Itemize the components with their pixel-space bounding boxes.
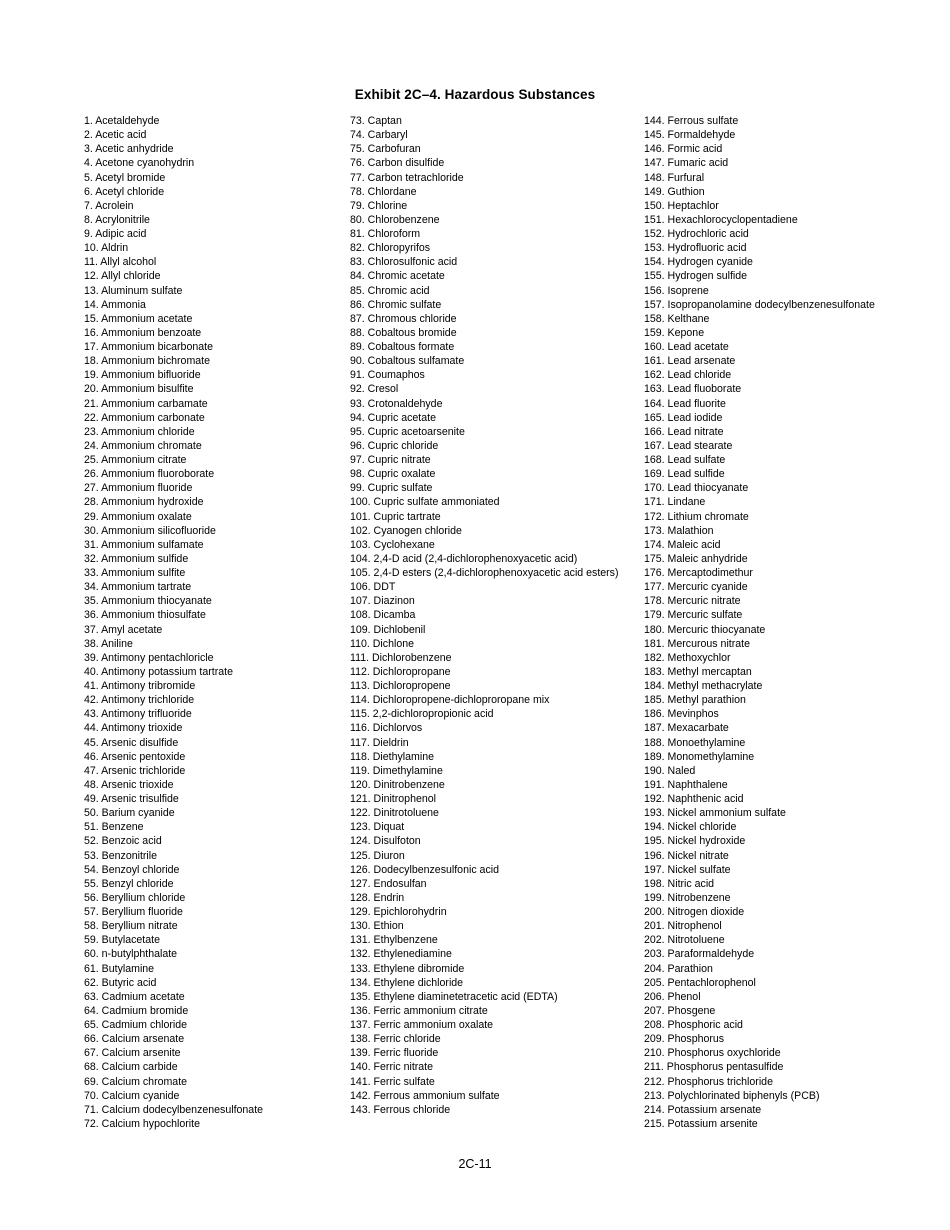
list-item: 63. Cadmium acetate: [84, 990, 185, 1003]
list-item: 188. Monoethylamine: [644, 736, 746, 749]
list-item: 43. Antimony trifluoride: [84, 708, 192, 721]
page-number: 2C-11: [458, 1157, 492, 1171]
list-item: 143. Ferrous chloride: [350, 1103, 451, 1116]
list-item: 67. Calcium arsenite: [84, 1047, 181, 1060]
list-item: 34. Ammonium tartrate: [84, 581, 192, 594]
list-item: 94. Cupric acetate: [350, 411, 436, 424]
list-item: 185. Methyl parathion: [644, 694, 746, 707]
list-item: 203. Paraformaldehyde: [644, 948, 755, 961]
list-item: 54. Benzoyl chloride: [84, 863, 180, 876]
list-item: 136. Ferric ammonium citrate: [350, 1004, 488, 1017]
list-item: 58. Beryllium nitrate: [84, 920, 178, 933]
list-item: 73. Captan: [350, 115, 402, 127]
list-item: 97. Cupric nitrate: [350, 454, 431, 466]
list-item: 133. Ethylene dibromide: [350, 962, 465, 975]
list-item: 57. Beryllium fluoride: [84, 906, 183, 918]
list-item: 46. Arsenic pentoxide: [84, 750, 186, 763]
list-item: 174. Maleic acid: [644, 538, 721, 551]
list-item: 9. Adipic acid: [84, 228, 147, 240]
list-item: 200. Nitrogen dioxide: [644, 906, 745, 918]
list-item: 75. Carbofuran: [350, 143, 421, 156]
list-item: 66. Calcium arsenate: [84, 1033, 185, 1046]
list-item: 146. Formic acid: [644, 143, 723, 156]
list-item: 111. Dichlorobenzene: [350, 651, 452, 664]
list-item: 29. Ammonium oxalate: [84, 510, 192, 523]
list-item: 192. Naphthenic acid: [644, 793, 744, 805]
list-item: 193. Nickel ammonium sulfate: [644, 807, 786, 820]
list-item: 149. Guthion: [644, 185, 705, 198]
list-item: 131. Ethylbenzene: [350, 934, 438, 947]
list-item: 123. Diquat: [350, 821, 405, 834]
list-item: 92. Cresol: [350, 383, 399, 396]
list-item: 124. Disulfoton: [350, 835, 421, 848]
list-item: 159. Kepone: [644, 326, 705, 339]
list-item: 11. Allyl alcohol: [84, 256, 157, 269]
list-item: 86. Chromic sulfate: [350, 298, 442, 311]
list-item: 108. Dicamba: [350, 609, 416, 622]
list-item: 148. Furfural: [644, 171, 705, 184]
list-item: 105. 2,4-D esters (2,4-dichlorophenoxyacetic acid esters): [350, 567, 619, 579]
list-item: 81. Chloroform: [350, 228, 421, 240]
list-item: 204. Parathion: [644, 962, 713, 975]
list-item: 100. Cupric sulfate ammoniated: [350, 496, 500, 509]
list-item: 157. Isopropanolamine dodecylbenzenesulfonate: [644, 298, 875, 311]
list-item: 114. Dichloropropene-dichloproropane mix: [350, 694, 550, 707]
list-item: 190. Naled: [644, 764, 696, 777]
list-item: 3. Acetic anhydride: [84, 143, 174, 156]
list-item: 2. Acetic acid: [84, 129, 147, 142]
list-item: 26. Ammonium fluoroborate: [84, 468, 215, 481]
list-item: 31. Ammonium sulfamate: [84, 538, 204, 551]
list-item: 84. Chromic acetate: [350, 270, 445, 283]
list-item: 74. Carbaryl: [350, 129, 408, 142]
list-item: 95. Cupric acetoarsenite: [350, 425, 465, 438]
list-item: 20. Ammonium bisulfite: [84, 383, 194, 396]
list-item: 125. Diuron: [350, 849, 405, 862]
list-item: 158. Kelthane: [644, 312, 710, 325]
list-item: 5. Acetyl bromide: [84, 171, 166, 184]
list-item: 27. Ammonium fluoride: [84, 482, 193, 495]
list-item: 62. Butyric acid: [84, 976, 157, 989]
list-item: 48. Arsenic trioxide: [84, 778, 174, 791]
list-item: 24. Ammonium chromate: [84, 439, 202, 452]
list-item: 140. Ferric nitrate: [350, 1061, 434, 1074]
list-item: 150. Heptachlor: [644, 199, 719, 212]
list-item: 44. Antimony trioxide: [84, 722, 183, 735]
list-item: 12. Allyl chloride: [84, 270, 161, 283]
list-item: 118. Diethylamine: [350, 750, 435, 763]
list-item: 183. Methyl mercaptan: [644, 665, 752, 678]
list-item: 90. Cobaltous sulfamate: [350, 355, 465, 368]
list-item: 215. Potassium arsenite: [644, 1117, 758, 1130]
list-item: 8. Acrylonitrile: [84, 213, 150, 226]
list-item: 138. Ferric chloride: [350, 1033, 441, 1046]
list-item: 142. Ferrous ammonium sulfate: [350, 1089, 500, 1102]
list-item: 78. Chlordane: [350, 185, 417, 198]
list-item: 126. Dodecylbenzesulfonic acid: [350, 863, 499, 876]
list-item: 50. Barium cyanide: [84, 807, 175, 820]
list-item: 147. Fumaric acid: [644, 157, 729, 170]
list-item: 88. Cobaltous bromide: [350, 326, 457, 339]
list-item: 170. Lead thiocyanate: [644, 482, 749, 495]
list-item: 213. Polychlorinated biphenyls (PCB): [644, 1089, 820, 1102]
list-item: 102. Cyanogen chloride: [350, 524, 462, 537]
list-item: 112. Dichloropropane: [350, 665, 451, 678]
list-item: 49. Arsenic trisulfide: [84, 793, 179, 805]
list-item: 173. Malathion: [644, 524, 714, 537]
list-item: 137. Ferric ammonium oxalate: [350, 1019, 494, 1031]
list-item: 107. Diazinon: [350, 595, 415, 608]
list-item: 187. Mexacarbate: [644, 722, 729, 735]
list-item: 134. Ethylene dichloride: [350, 976, 464, 989]
list-item: 61. Butylamine: [84, 962, 155, 975]
list-item: 109. Dichlobenil: [350, 623, 426, 636]
list-item: 15. Ammonium acetate: [84, 312, 193, 325]
list-item: 16. Ammonium benzoate: [84, 326, 202, 339]
list-item: 176. Mercaptodimethur: [644, 567, 753, 579]
list-item: 177. Mercuric cyanide: [644, 581, 748, 594]
list-item: 184. Methyl methacrylate: [644, 680, 763, 692]
list-item: 214. Potassium arsenate: [644, 1103, 762, 1116]
list-item: 76. Carbon disulfide: [350, 157, 445, 170]
list-item: 42. Antimony trichloride: [84, 694, 195, 707]
list-item: 89. Cobaltous formate: [350, 341, 455, 353]
list-item: 212. Phosphorus trichloride: [644, 1075, 773, 1088]
list-item: 175. Maleic anhydride: [644, 552, 748, 565]
list-item: 99. Cupric sulfate: [350, 482, 433, 495]
list-item: 209. Phosphorus: [644, 1033, 725, 1046]
list-item: 87. Chromous chloride: [350, 312, 457, 325]
list-item: 155. Hydrogen sulfide: [644, 270, 748, 283]
list-item: 151. Hexachlorocyclopentadiene: [644, 213, 798, 226]
list-item: 38. Aniline: [84, 637, 133, 650]
list-item: 196. Nickel nitrate: [644, 849, 729, 862]
list-item: 35. Ammonium thiocyanate: [84, 595, 212, 608]
list-item: 7. Acrolein: [84, 199, 134, 212]
list-item: 71. Calcium dodecylbenzenesulfonate: [84, 1103, 264, 1116]
list-item: 145. Formaldehyde: [644, 129, 736, 142]
substance-list-column-3: [644, 114, 875, 1131]
list-item: 6. Acetyl chloride: [84, 185, 165, 198]
list-item: 195. Nickel hydroxide: [644, 835, 746, 848]
list-item: 178. Mercuric nitrate: [644, 595, 741, 608]
list-item: 141. Ferric sulfate: [350, 1075, 435, 1088]
list-item: 156. Isoprene: [644, 284, 709, 297]
list-item: 77. Carbon tetrachloride: [350, 171, 464, 184]
list-item: 106. DDT: [350, 581, 396, 594]
list-item: 104. 2,4-D acid (2,4-dichlorophenoxyacetic acid): [350, 552, 578, 565]
list-item: 199. Nitrobenzene: [644, 891, 731, 904]
list-item: 119. Dimethylamine: [350, 764, 443, 777]
list-item: 93. Crotonaldehyde: [350, 397, 443, 410]
list-item: 82. Chloropyrifos: [350, 242, 431, 255]
list-item: 64. Cadmium bromide: [84, 1004, 189, 1017]
list-item: 122. Dinitrotoluene: [350, 807, 439, 820]
list-item: 85. Chromic acid: [350, 284, 430, 297]
list-item: 18. Ammonium bichromate: [84, 355, 211, 368]
list-item: 10. Aldrin: [84, 242, 129, 255]
list-item: 91. Coumaphos: [350, 369, 425, 382]
list-item: 14. Ammonia: [84, 298, 146, 311]
substance-list-column-1: [84, 114, 263, 1131]
list-item: 110. Dichlone: [350, 637, 414, 650]
list-item: 53. Benzonitrile: [84, 849, 158, 862]
list-item: 129. Epichlorohydrin: [350, 906, 447, 918]
list-item: 101. Cupric tartrate: [350, 510, 441, 523]
list-item: 139. Ferric fluoride: [350, 1047, 439, 1060]
list-item: 135. Ethylene diaminetetracetic acid (EDTA): [350, 990, 558, 1003]
list-item: 117. Dieldrin: [350, 736, 409, 749]
list-item: 83. Chlorosulfonic acid: [350, 256, 458, 269]
list-item: 130. Ethion: [350, 920, 404, 933]
list-item: 69. Calcium chromate: [84, 1075, 188, 1088]
list-item: 33. Ammonium sulfite: [84, 567, 186, 579]
list-item: 60. n-butylphthalate: [84, 948, 178, 961]
list-item: 165. Lead iodide: [644, 411, 723, 424]
list-item: 161. Lead arsenate: [644, 355, 736, 368]
list-item: 65. Cadmium chloride: [84, 1019, 188, 1031]
list-item: 121. Dinitrophenol: [350, 793, 436, 805]
list-item: 172. Lithium chromate: [644, 510, 749, 523]
list-item: 120. Dinitrobenzene: [350, 778, 445, 791]
list-item: 52. Benzoic acid: [84, 835, 162, 848]
list-item: 167. Lead stearate: [644, 439, 733, 452]
list-item: 169. Lead sulfide: [644, 468, 725, 481]
list-item: 132. Ethylenediamine: [350, 948, 452, 961]
list-item: 144. Ferrous sulfate: [644, 115, 739, 127]
list-item: 59. Butylacetate: [84, 934, 160, 947]
list-item: 128. Endrin: [350, 891, 405, 904]
list-item: 70. Calcium cyanide: [84, 1089, 180, 1102]
list-item: 30. Ammonium silicofluoride: [84, 524, 216, 537]
page-title: Exhibit 2C–4. Hazardous Substances: [354, 87, 596, 102]
list-item: 45. Arsenic disulfide: [84, 736, 179, 749]
list-item: 115. 2,2-dichloropropionic acid: [350, 708, 494, 721]
list-item: 201. Nitrophenol: [644, 920, 722, 933]
list-item: 37. Amyl acetate: [84, 623, 163, 636]
list-item: 197. Nickel sulfate: [644, 863, 731, 876]
list-item: 68. Calcium carbide: [84, 1061, 178, 1074]
list-item: 181. Mercurous nitrate: [644, 637, 750, 650]
list-item: 25. Ammonium citrate: [84, 454, 187, 466]
list-item: 198. Nitric acid: [644, 877, 715, 890]
list-item: 154. Hydrogen cyanide: [644, 256, 753, 269]
list-item: 40. Antimony potassium tartrate: [84, 665, 233, 678]
list-item: 116. Dichlorvos: [350, 722, 423, 735]
list-item: 47. Arsenic trichloride: [84, 764, 186, 777]
list-item: 80. Chlorobenzene: [350, 213, 440, 226]
list-item: 55. Benzyl chloride: [84, 877, 174, 890]
list-item: 191. Naphthalene: [644, 778, 728, 791]
list-item: 13. Aluminum sulfate: [84, 284, 183, 297]
list-item: 96. Cupric chloride: [350, 439, 439, 452]
list-item: 17. Ammonium bicarbonate: [84, 341, 213, 353]
list-item: 189. Monomethylamine: [644, 750, 755, 763]
list-item: 28. Ammonium hydroxide: [84, 496, 204, 509]
list-item: 32. Ammonium sulfide: [84, 552, 189, 565]
list-item: 39. Antimony pentachloricle: [84, 651, 214, 664]
list-item: 208. Phosphoric acid: [644, 1019, 743, 1031]
list-item: 160. Lead acetate: [644, 341, 729, 353]
list-item: 4. Acetone cyanohydrin: [84, 157, 195, 170]
list-item: 19. Ammonium bifluoride: [84, 369, 201, 382]
list-item: 1. Acetaldehyde: [84, 115, 160, 127]
list-item: 202. Nitrotoluene: [644, 934, 725, 947]
substance-list-column-2: [350, 114, 619, 1117]
list-item: 98. Cupric oxalate: [350, 468, 436, 481]
list-item: 103. Cyclohexane: [350, 538, 435, 551]
list-item: 168. Lead sulfate: [644, 454, 726, 466]
list-item: 211. Phosphorus pentasulfide: [644, 1061, 784, 1074]
list-item: 21. Ammonium carbamate: [84, 397, 208, 410]
list-item: 179. Mercuric sulfate: [644, 609, 743, 622]
list-item: 186. Mevinphos: [644, 708, 719, 721]
list-item: 72. Calcium hypochlorite: [84, 1117, 200, 1130]
list-item: 51. Benzene: [84, 821, 144, 834]
list-item: 22. Ammonium carbonate: [84, 411, 205, 424]
list-item: 127. Endosulfan: [350, 877, 427, 890]
list-item: 56. Beryllium chloride: [84, 891, 186, 904]
list-item: 23. Ammonium chloride: [84, 425, 195, 438]
list-item: 166. Lead nitrate: [644, 425, 724, 438]
list-item: 206. Phenol: [644, 990, 701, 1003]
list-item: 210. Phosphorus oxychloride: [644, 1047, 781, 1060]
list-item: 41. Antimony tribromide: [84, 680, 196, 692]
list-item: 207. Phosgene: [644, 1004, 716, 1017]
list-item: 180. Mercuric thiocyanate: [644, 623, 766, 636]
list-item: 171. Lindane: [644, 496, 706, 509]
list-item: 152. Hydrochloric acid: [644, 228, 749, 240]
list-item: 163. Lead fluoborate: [644, 383, 742, 396]
list-item: 79. Chlorine: [350, 199, 408, 212]
list-item: 194. Nickel chloride: [644, 821, 737, 834]
list-item: 153. Hydrofluoric acid: [644, 242, 747, 255]
list-item: 205. Pentachlorophenol: [644, 976, 756, 989]
list-item: 164. Lead fluorite: [644, 397, 726, 410]
list-item: 113. Dichloropropene: [350, 680, 451, 692]
list-item: 36. Ammonium thiosulfate: [84, 609, 206, 622]
list-item: 182. Methoxychlor: [644, 651, 731, 664]
list-item: 162. Lead chloride: [644, 369, 732, 382]
